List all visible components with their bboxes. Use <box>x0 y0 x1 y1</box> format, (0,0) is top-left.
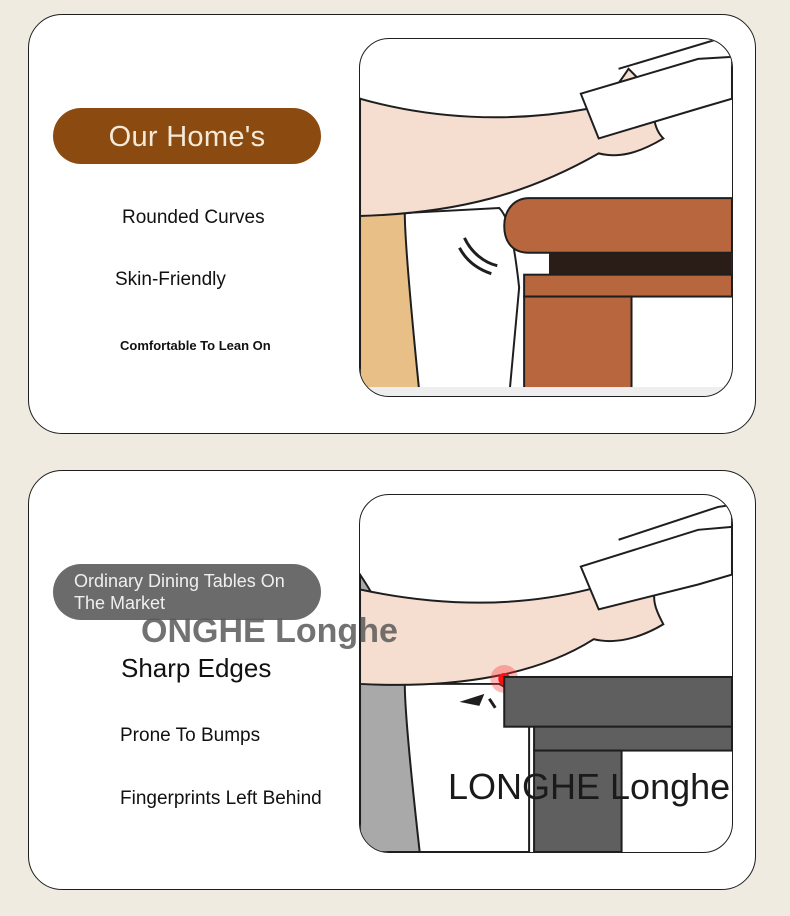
rounded-table-illustration <box>359 38 733 397</box>
rounded-table-top <box>504 198 732 253</box>
table-leg <box>524 297 631 396</box>
sharp-table-top <box>504 677 732 727</box>
feature-fingerprints: Fingerprints Left Behind <box>120 788 322 809</box>
feature-rounded-curves: Rounded Curves <box>122 207 265 228</box>
our-home-title-badge <box>53 108 321 164</box>
feature-sharp-edges: Sharp Edges <box>121 653 272 683</box>
torso-shape <box>405 208 519 396</box>
feature-prone-to-bumps: Prone To Bumps <box>120 725 261 746</box>
rounded-table-drawing <box>360 39 732 396</box>
watermark-text-2: LONGHE Longhe <box>448 766 731 807</box>
watermark-text-1: ONGHE Longhe <box>141 612 398 650</box>
ordinary-tables-title: Ordinary Dining Tables On The Market <box>74 571 285 613</box>
feature-comfortable-lean: Comfortable To Lean On <box>120 338 271 353</box>
comparison-card-ordinary-tables <box>28 470 756 890</box>
feature-skin-friendly: Skin-Friendly <box>115 269 226 290</box>
our-home-title: Our Home's <box>108 121 266 153</box>
comparison-card-our-home <box>28 14 756 434</box>
table-apron <box>549 253 732 275</box>
book-shape <box>581 527 732 610</box>
